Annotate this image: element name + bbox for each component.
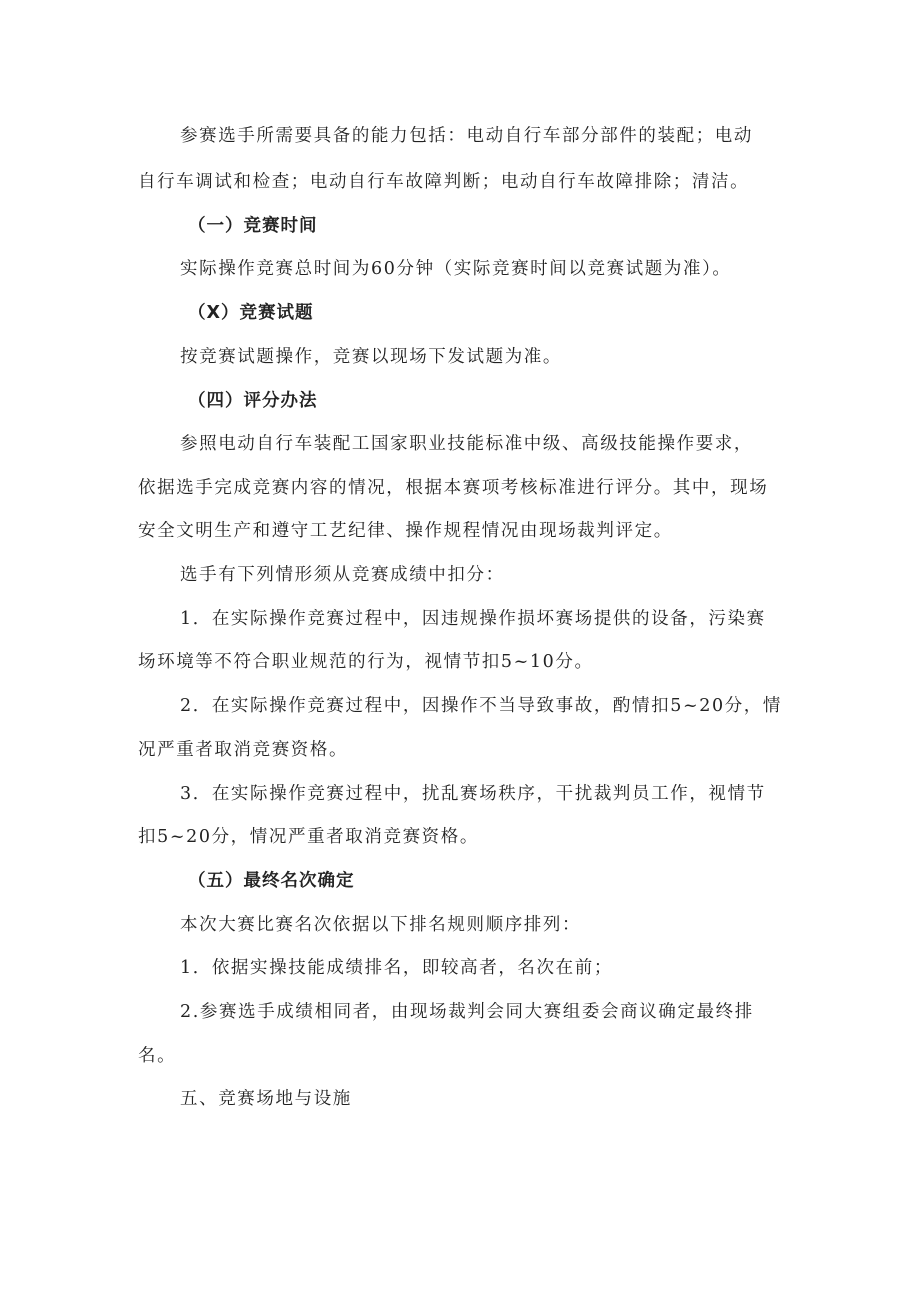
paragraph-questions: 按竞赛试题操作，竞赛以现场下发试题为准。 — [180, 347, 562, 367]
paragraph-abilities-line-2: 自行车调试和检查；电动自行车故障判断；电动自行车故障排除；清洁。 — [138, 172, 750, 192]
ranking-rule-2-line-2: 名。 — [138, 1046, 177, 1066]
heading-competition-questions: （X）竞赛试题 — [188, 303, 314, 323]
heading-scoring-method: （四）评分办法 — [188, 391, 318, 411]
paragraph-ranking-intro: 本次大赛比赛名次依据以下排名规则顺序排列： — [180, 915, 582, 935]
heading-final-ranking: （五）最终名次确定 — [188, 871, 355, 891]
paragraph-scoring-line-3: 安全文明生产和遵守工艺纪律、操作规程情况由现场裁判评定。 — [138, 521, 673, 541]
ranking-rule-2-line-1: 2.参赛选手成绩相同者，由现场裁判会同大赛组委会商议确定最终排 — [180, 1002, 754, 1022]
paragraph-abilities-line-1: 参赛选手所需要具备的能力包括：电动自行车部分部件的装配；电动 — [180, 126, 753, 146]
section-heading-venue-facilities: 五、竞赛场地与设施 — [180, 1089, 352, 1109]
deduction-item-3-line-2: 扣5~20分，情况严重者取消竞赛资格。 — [138, 827, 479, 847]
deduction-item-3-line-1: 3．在实际操作竞赛过程中，扰乱赛场秩序，干扰裁判员工作，视情节 — [180, 784, 766, 804]
deduction-item-2-line-1: 2．在实际操作竞赛过程中，因操作不当导致事故，酌情扣5~20分，情 — [180, 696, 782, 716]
paragraph-scoring-line-1: 参照电动自行车装配工国家职业技能标准中级、高级技能操作要求， — [180, 434, 753, 454]
deduction-item-1-line-1: 1．在实际操作竞赛过程中，因违规操作损坏赛场提供的设备，污染赛 — [180, 609, 766, 629]
ranking-rule-1: 1．依据实操技能成绩排名，即较高者，名次在前； — [180, 958, 613, 978]
deduction-item-2-line-2: 况严重者取消竞赛资格。 — [138, 740, 349, 760]
paragraph-time: 实际操作竞赛总时间为60分钟（实际竞赛时间以竞赛试题为准）。 — [180, 259, 732, 279]
paragraph-scoring-line-2: 依据选手完成竞赛内容的情况，根据本赛项考核标准进行评分。其中，现场 — [138, 478, 769, 498]
paragraph-deductions-intro: 选手有下列情形须从竞赛成绩中扣分： — [180, 565, 505, 585]
deduction-item-1-line-2: 场环境等不符合职业规范的行为，视情节扣5~10分。 — [138, 652, 594, 672]
heading-competition-time: （一）竞赛时间 — [188, 216, 318, 236]
